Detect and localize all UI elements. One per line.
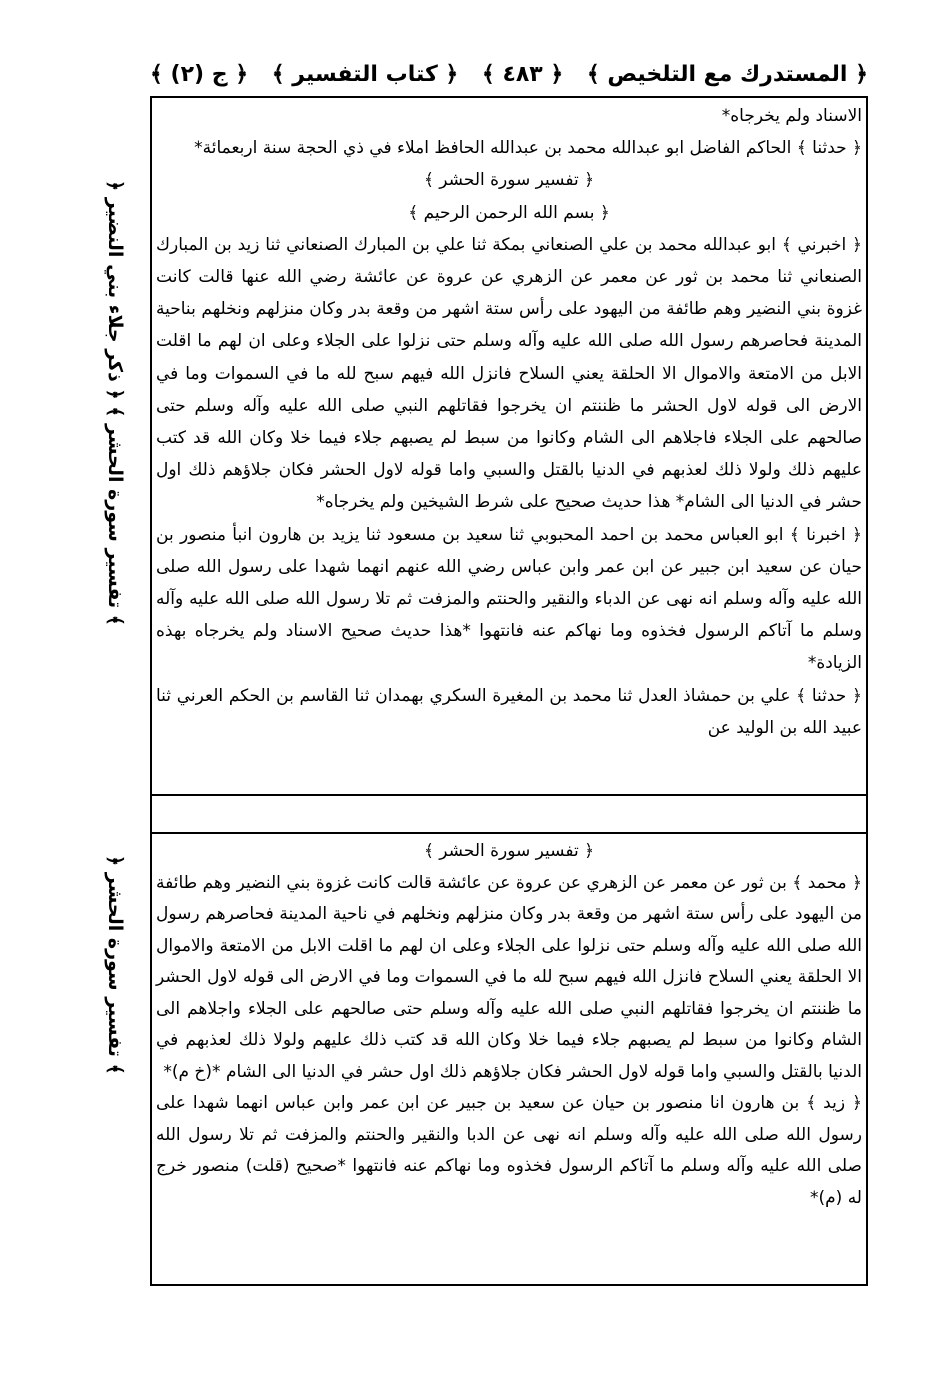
page-header bbox=[150, 52, 868, 96]
margin-note-main: ﴿ تفسير سورة الحشر ﴾ ﴿ ذكر جلاء بني النضير ﴾ bbox=[104, 180, 126, 626]
basmala: ﴿ بسم الله الرحمن الرحيم ﴾ bbox=[408, 202, 610, 223]
margin-note-summary: ﴿ تفسير سورة الحشر ﴾ bbox=[104, 855, 126, 1075]
hadith-paragraph: ﴿ حدثنا ﴾ علي بن حمشاذ العدل ثنا محمد بن المغيرة السكري بهمدان ثنا القاسم بن الحكم العرني ثنا عبيد الله بن الوليد عن bbox=[156, 685, 862, 738]
divider-line bbox=[150, 794, 868, 796]
summary-paragraph: ﴿ زيد ﴾ بن هارون انا منصور بن حيان عن سعيد بن جبير عن ابن عمر وابن عباس انهما شهدا على رسول الله صلى الله عليه وآله وسلم انه نهى عن الدبا والنقير والحنتم والمزفت ثم تلا رسول الله صلى الله عليه وآله وسلم ما آتاكم الرسول فخذوه وما نهاكم عنه فانتهوا *صحيح (قلت) منصور خرج له (م)* bbox=[156, 1093, 862, 1208]
volume-label: ﴿ ج (٢) ﴾ bbox=[150, 61, 249, 87]
summary-text bbox=[156, 836, 862, 1214]
surah-heading: ﴿ تفسير سورة الحشر ﴾ bbox=[423, 170, 595, 191]
page-number: ﴿ ٤٨٣ ﴾ bbox=[481, 61, 564, 87]
section-title: ﴿ كتاب التفسير ﴾ bbox=[271, 61, 459, 87]
book-title: ﴿ المستدرك مع التلخيص ﴾ bbox=[586, 61, 868, 87]
summary-heading: ﴿ تفسير سورة الحشر ﴾ bbox=[423, 841, 595, 861]
divider-line bbox=[150, 832, 868, 834]
hadith-paragraph: ﴿ اخبرني ﴾ ابو عبدالله محمد بن علي الصنعاني بمكة ثنا علي بن المبارك الصنعاني ثنا زيد بن المبارك الصنعاني ثنا محمد بن ثور عن معمر عن الزهري عن عروة عن عائشة رضي الله عنها قالت كانت غزوة بني النضير وهم طائفة من اليهود على رأس ستة اشهر من وقعة بدر وكان منزلهم ونخلهم بناحية المدينة فحاصرهم رسول الله صلى الله عليه وآله وسلم حتى نزلوا على الجلاء وعلى ان لهم ما اقلت الابل من الامتعة والاموال الا الحلقة يعني السلاح فانزل الله فيهم سبح لله ما في السموات وما في الارض الى قوله لاول الحشر ما ظننتم ان يخرجوا فقاتلهم النبي صلى الله عليه وآله وسلم حتى صالحهم على الجلاء فاجلاهم الى الشام وكانوا من سبط لم يصبهم جلاء فيما خلا وكان الله قد كتب عليهم ذلك ولولا ذلك لعذبهم في الدنيا بالقتل والسبي واما قوله لاول الحشر فكان جلاؤهم ذلك اول حشر في الدنيا الى الشام* هذا حديث صحيح على شرط الشيخين ولم يخرجاه* bbox=[156, 234, 862, 513]
hadith-paragraph: ﴿ اخبرنا ﴾ ابو العباس محمد بن احمد المحبوبي ثنا سعيد بن مسعود ثنا يزيد بن هارون انبأ منصور بن حيان عن سعيد ابن جبير عن ابن عمر وابن عباس رضي الله عنهم انهما شهدا على رسول الله صلى الله عليه وآله وسلم انه نهى عن الدباء والنقير والحنتم والمزفت ثم تلا رسول الله صلى الله عليه وآله وسلم ما آتاكم الرسول فخذوه وما نهاكم عنه فانتهوا *هذا حديث صحيح الاسناد ولم يخرجاه بهذه الزيادة* bbox=[156, 524, 862, 674]
main-text bbox=[156, 100, 862, 744]
text-line: الاسناد ولم يخرجاه* bbox=[721, 106, 862, 126]
summary-paragraph: ﴿ محمد ﴾ بن ثور عن معمر عن الزهري عن عروة عن عائشة قالت كانت غزوة بني النضير وهم طائفة من اليهود على رأس ستة اشهر من وقعة بدر وكان منزلهم ونخلهم في ناحية المدينة فحاصرهم رسول الله صلى الله عليه وآله وسلم حتى نزلوا على الجلاء وعلى ان لهم ما اقلت الابل من الامتعة والاموال الا الحلقة يعني السلاح فانزل الله فيهم سبح لله ما في السموات وما في الارض الى قوله لاول الحشر ما ظننتم ان يخرجوا فقاتلهم النبي صلى الله عليه وآله وسلم حتى صالحهم على الجلاء واجلاهم الى الشام وكانوا من سبط لم يصبهم جلاء فيما خلا وكان الله قد كتب ذلك عليهم ولولا ذلك لعذبهم في الدنيا بالقتل والسبي واما قوله لاول الحشر فكان جلاؤهم ذلك اول حشر في الدنيا الى الشام *(خ م)* bbox=[156, 872, 862, 1082]
text-line: ﴿ حدثنا ﴾ الحاكم الفاضل ابو عبدالله محمد بن عبدالله الحافظ املاء في ذي الحجة سنة اربعمائة* bbox=[194, 138, 862, 159]
